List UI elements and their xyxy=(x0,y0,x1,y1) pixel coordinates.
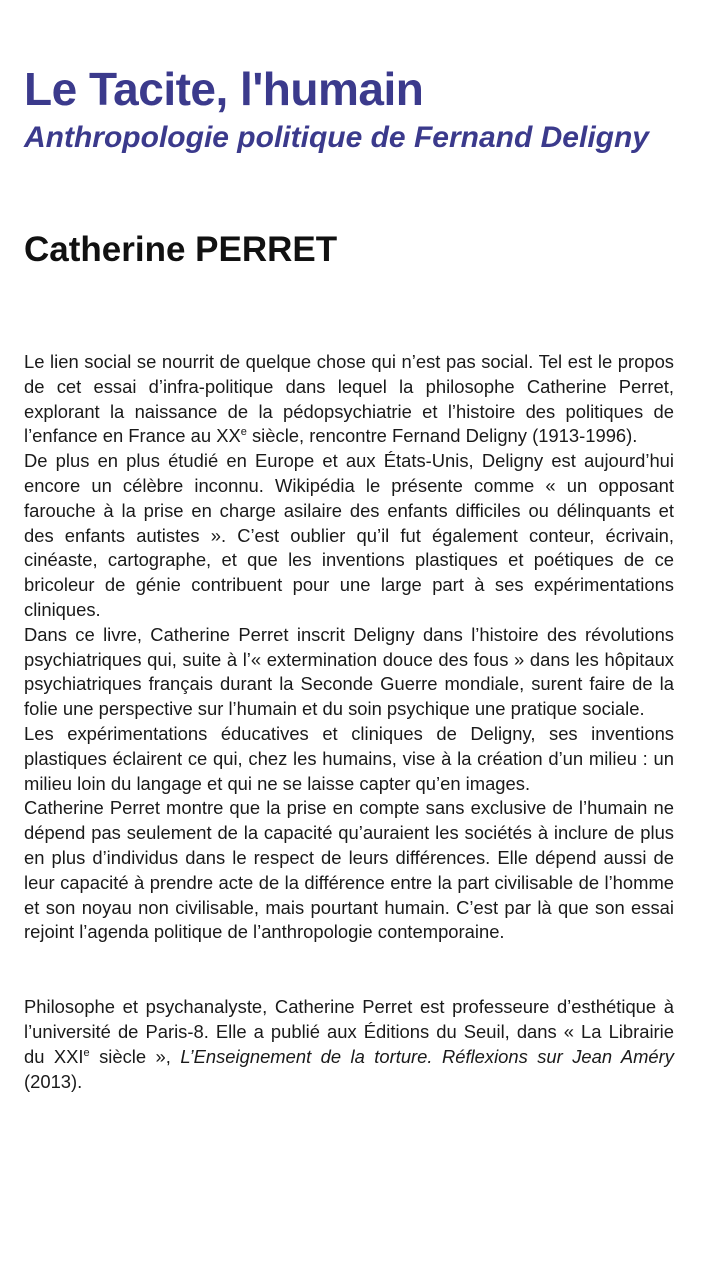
cited-book-title: L’Enseignement de la torture. Réflexions sur Jean Améry xyxy=(180,1045,674,1067)
author-name: Catherine PERRET xyxy=(24,230,338,269)
author-bio xyxy=(24,995,674,1094)
summary-paragraph-5: Catherine Perret montre que la prise en compte sans exclusive de l’humain ne dépend pas seulement de la capacité qu’auraient les sociétés à inclure de plus en plus d’individus dans le respect de leurs différences. Elle dépend aussi de leur capacité à prendre acte de la différence entre la part civilisable de l’homme et son noyau non civilisable, mais pourtant humain. C’est par là que son essai rejoint l’agenda politique de l’anthropologie contemporaine. xyxy=(24,797,674,943)
summary-paragraph-4: Les expérimentations éducatives et cliniques de Deligny, ses inventions plastiques éclairent ce qui, chez les humains, vise à la création d’un milieu : un milieu loin du langage et qui ne se laisse capter qu’en images. xyxy=(24,722,674,794)
summary-paragraph-1: Le lien social se nourrit de quelque chose qui n’est pas social. Tel est le propos de cet essai d’infra-politique dans lequel la philosophe Catherine Perret, explorant la naissance de la pédopsychiatrie et l’histoire des politiques de l’enfance en France au XXe siècle, rencontre Fernand Deligny (1913-1996). xyxy=(24,351,674,447)
book-title: Le Tacite, l'humain xyxy=(24,63,424,115)
summary xyxy=(24,350,674,945)
book-back-cover xyxy=(24,0,674,1094)
summary-paragraph-2: De plus en plus étudié en Europe et aux États-Unis, Deligny est aujourd’hui encore un célèbre inconnu. Wikipédia le présente comme « un opposant farouche à la prise en charge asilaire des enfants difficiles ou délinquants et des enfants autistes ». C’est oublier qu’il fut également conteur, écrivain, cinéaste, cartographe, et que les inventions plastiques et poétiques de ce bricoleur de génie contribuent pour une large part à ses expérimentations cliniques. xyxy=(24,450,674,620)
summary-paragraph-3: Dans ce livre, Catherine Perret inscrit Deligny dans l’histoire des révolutions psychiatriques qui, suite à l’« extermination douce des fous » dans les hôpitaux psychiatriques français durant la Seconde Guerre mondiale, surent faire de la folie une perspective sur l’humain et du soin psychique une pratique sociale. xyxy=(24,623,674,720)
author-bio-paragraph: Philosophe et psychanalyste, Catherine Perret est professeure d’esthétique à l’université de Paris-8. Elle a publié aux Éditions du Seuil, dans « La Librairie du XXIe siècle », L’Enseignement de la torture. Réflexions sur Jean Améry (2013). xyxy=(24,996,674,1092)
book-subtitle: Anthropologie politique de Fernand Deligny xyxy=(24,121,649,154)
